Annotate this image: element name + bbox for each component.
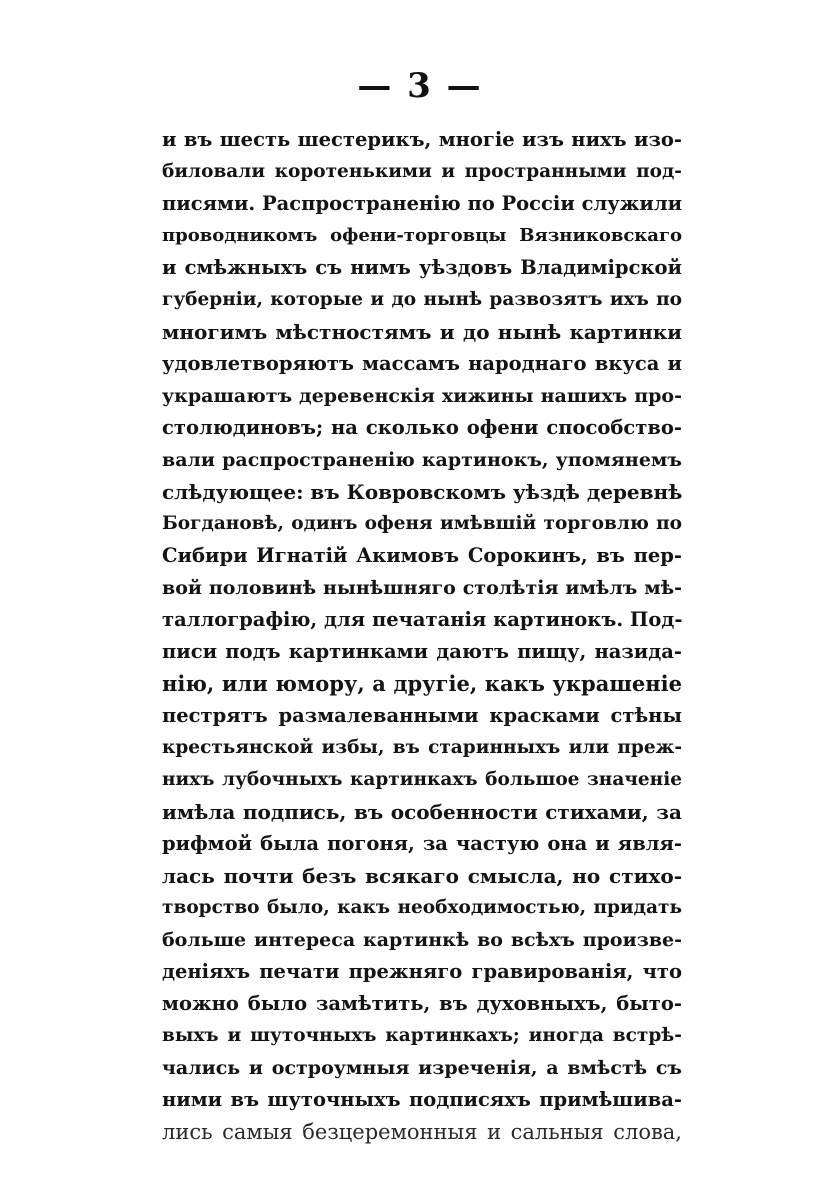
text-line: писями. Распространенію по Россіи служили: [162, 192, 682, 215]
text-line: нію, или юмору, а другіе, какъ украшеніе: [162, 671, 682, 696]
text-line: пестрятъ размалеванными красками стѣны: [162, 704, 682, 727]
page-number: — 3 —: [357, 66, 483, 106]
text-line: крестьянской избы, въ старинныхъ или преж-: [162, 737, 682, 758]
text-line: творство было, какъ необходимостью, придать: [162, 897, 682, 918]
text-line: и смѣжныхъ съ нимъ уѣздовъ Владимірской: [162, 256, 682, 279]
text-line: украшаютъ деревенскія хижины нашихъ про-: [162, 385, 682, 407]
text-line: губерніи, которые и до нынѣ развозятъ ихъ по: [162, 289, 682, 310]
text-line: слѣдующее: въ Ковровскомъ уѣздѣ деревнѣ: [162, 480, 682, 504]
text-line: Сибири Игнатій Акимовъ Сорокинъ, въ пер-: [162, 544, 682, 567]
text-line: можно было замѣтить, въ духовныхъ, быто-: [162, 992, 682, 1015]
text-line: деніяхъ печати прежняго гравированія, что: [162, 960, 682, 983]
text-line: проводникомъ офени-торговцы Вязниковскаго: [162, 225, 682, 246]
text-line: столюдиновъ; на сколько офени способство-: [162, 416, 682, 439]
text-line: многимъ мѣстностямъ и до нынѣ картинки: [162, 320, 682, 344]
text-line: выхъ и шуточныхъ картинкахъ; иногда встрѣ-: [162, 1025, 682, 1046]
text-line: чались и остроумныя изреченія, а вмѣстѣ съ: [162, 1057, 682, 1079]
text-line: таллографію, для печатанія картинокъ. Под-: [162, 608, 682, 631]
text-line: имѣла подпись, въ особенности стихами, за: [162, 800, 682, 824]
text-line: удовлетворяютъ массамъ народнаго вкуса и: [162, 352, 682, 375]
text-line: писи подъ картинками даютъ пищу, назида-: [162, 640, 682, 663]
body-text: [162, 124, 682, 1148]
text-line: Богдановѣ, одинъ офеня имѣвшій торговлю по: [162, 513, 682, 534]
text-line: ними въ шуточныхъ подписяхъ примѣшива-: [162, 1088, 682, 1111]
text-line: вали распространенію картинокъ, упомянемъ: [162, 449, 682, 471]
text-line: лись самыя безцеремонныя и сальныя слова,: [162, 1120, 682, 1144]
text-line: вой половинѣ нынѣшняго столѣтія имѣлъ мѣ-: [162, 577, 682, 599]
text-line: нихъ лубочныхъ картинкахъ большое значеніе: [162, 769, 682, 790]
text-line: больше интереса картинкѣ во всѣхъ произве-: [162, 929, 682, 951]
text-line: биловали коротенькими и пространными под-: [162, 161, 682, 182]
text-line: и въ шесть шестерикъ, многіе изъ нихъ изо-: [162, 128, 682, 151]
text-line: лась почти безъ всякаго смысла, но стихо-: [162, 864, 682, 888]
text-line: рифмой была погоня, за частую она и явля-: [162, 832, 682, 855]
